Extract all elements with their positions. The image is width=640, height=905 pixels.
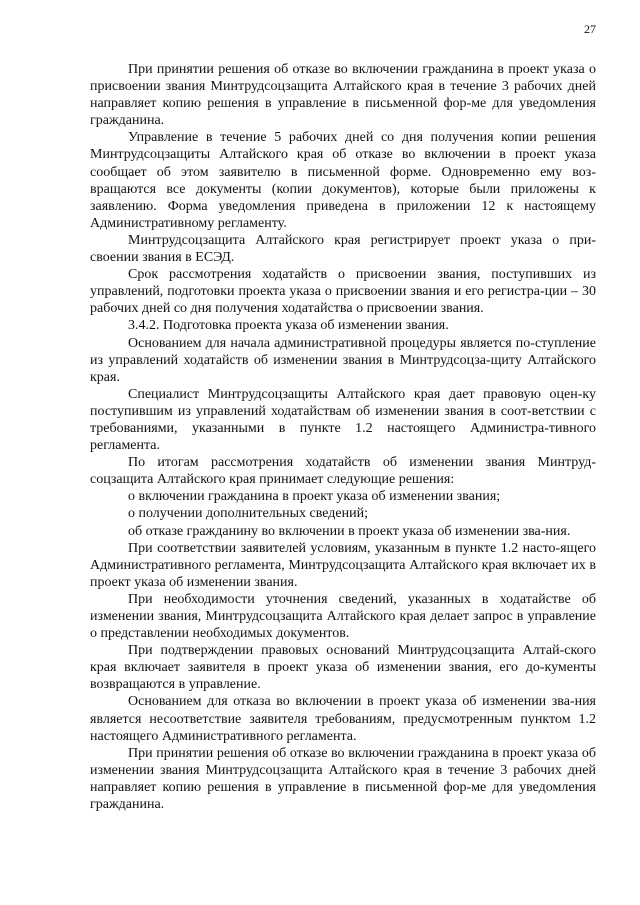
- decision-item: о включении гражданина в проект указа об изменении звания;: [128, 489, 501, 505]
- page-number: 27: [584, 22, 596, 36]
- paragraph: При принятии решения об отказе во включении гражданина в проект указа о присвоении звания Минтрудсоцзащита Алтайского края в течение 3 рабочих дней направляет копию решения в управление в письменной фор-ме для уведомления гражданина.: [90, 62, 596, 129]
- paragraph: Срок рассмотрения ходатайств о присвоении звания, поступивших из управлений, подготовки проекта указа о присвоении звания и его регистра-ции – 30 рабочих дней со дня получения ходатайства о присвоении звания.: [90, 267, 596, 317]
- document-body: [90, 61, 596, 813]
- paragraph: При подтверждении правовых оснований Минтрудсоцзащита Алтай-ского края включает заявителя в проект указа об изменении звания, его до-кументы возвращаются в управление.: [90, 643, 596, 693]
- decision-item: об отказе гражданину во включении в проект указа об изменении зва-ния.: [128, 523, 571, 539]
- paragraph: При принятии решения об отказе во включении гражданина в проект указа об изменении звания Минтрудсоцзащита Алтайского края в течение 3 рабочих дней направляет копию решения в управление в письменной фор-ме для уведомления гражданина.: [90, 745, 596, 813]
- paragraph: По итогам рассмотрения ходатайств об изменении звания Минтруд-соцзащита Алтайского края принимает следующие решения:: [90, 455, 596, 488]
- paragraph: Минтрудсоцзащита Алтайского края регистрирует проект указа о при-своении звания в ЕСЭД.: [90, 232, 596, 266]
- paragraph: Основанием для начала административной процедуры является по-ступление из управлений ходатайств об изменении звания в Минтрудсоцза-щиту Алтайского края.: [90, 335, 596, 385]
- paragraph: Специалист Минтрудсоцзащиты Алтайского края дает правовую оцен-ку поступившим из управлений ходатайствам об изменении звания в соот-ветствии с требованиями, указанными в пункте 1.2 настоящего Администра-тивного регламента.: [90, 386, 596, 454]
- paragraph: При соответствии заявителей условиям, указанным в пункте 1.2 насто-ящего Административного регламента, Минтрудсоцзащита Алтайского края включает их в проект указа об изменении звания.: [90, 540, 596, 590]
- section-heading: 3.4.2. Подготовка проекта указа об изменении звания.: [128, 318, 449, 334]
- decision-item: о получении дополнительных сведений;: [128, 506, 369, 522]
- paragraph: При необходимости уточнения сведений, указанных в ходатайстве об изменении звания, Минтрудсоцзащита Алтайского края делает запрос в управление о представлении необходимых документов.: [90, 591, 596, 642]
- paragraph: Основанием для отказа во включении в проект указа об изменении зва-ния является несоответствие заявителя требованиям, предусмотренным пунктом 1.2 настоящего Административного регламента.: [90, 694, 596, 744]
- paragraph: Управление в течение 5 рабочих дней со дня получения копии решения Минтрудсоцзащиты Алтайского края об отказе во включении в проект указа сообщает об этом заявителю в письменной форме. Одновременно ему воз-вращаются все документы (копии документов), которые были приложены к заявлению. Форма уведомления приведена в приложении 12 к настоящему Административному регламенту.: [90, 130, 596, 231]
